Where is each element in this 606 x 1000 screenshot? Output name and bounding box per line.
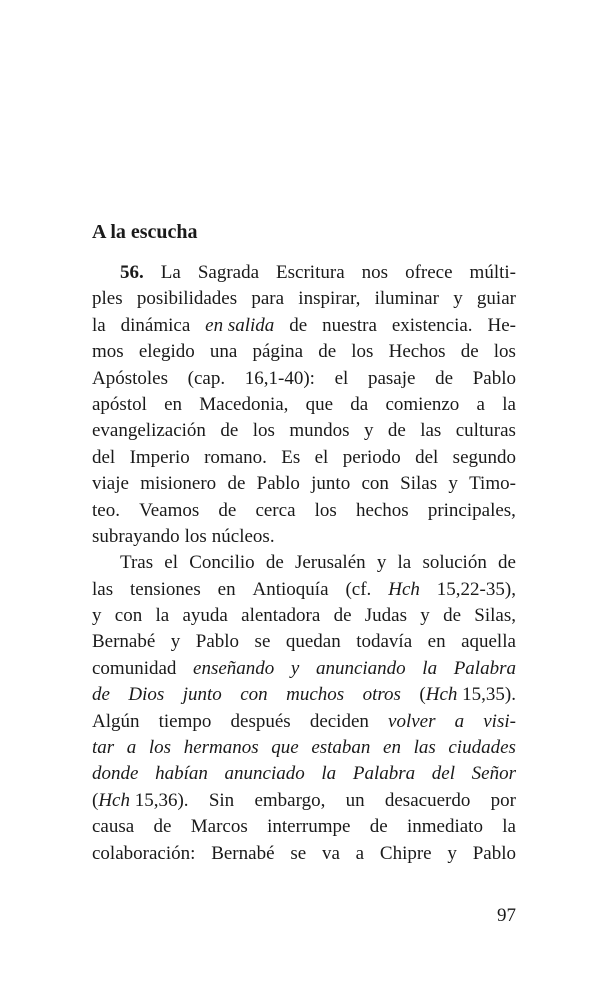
word: junto xyxy=(311,473,351,495)
word: de xyxy=(153,816,172,838)
word: la xyxy=(397,552,412,574)
word: Hch xyxy=(388,578,420,600)
word: y xyxy=(376,552,387,574)
word: habían xyxy=(155,763,208,785)
word: con xyxy=(114,605,143,627)
word: de xyxy=(220,420,239,442)
page-number: 97 xyxy=(497,905,516,926)
word: en xyxy=(164,393,183,415)
word: Pablo xyxy=(472,367,516,389)
text-line xyxy=(92,788,516,814)
word: Silas xyxy=(400,473,438,495)
word: que xyxy=(271,737,299,759)
word: las xyxy=(92,578,114,600)
word: mos xyxy=(92,341,124,363)
text-line xyxy=(92,603,516,629)
word: Algún xyxy=(92,710,140,732)
text-line xyxy=(92,418,516,444)
word: subrayando xyxy=(92,525,180,547)
word: la xyxy=(502,816,516,838)
word: los xyxy=(148,737,172,759)
text-line xyxy=(92,656,516,682)
word: página xyxy=(252,341,304,363)
word: Bernabé xyxy=(92,631,156,653)
word: después xyxy=(230,710,291,732)
word: los xyxy=(351,341,374,363)
word: (cap. xyxy=(187,367,226,389)
word: mundos xyxy=(289,420,350,442)
word: muchos xyxy=(286,684,345,706)
word: la xyxy=(502,393,516,415)
word: de xyxy=(92,684,110,706)
word: Bernabé xyxy=(211,842,275,864)
word: estaban xyxy=(311,737,371,759)
word: Es xyxy=(281,446,301,468)
word: la xyxy=(422,657,438,679)
word: Chipre xyxy=(379,842,432,864)
word: nos xyxy=(361,262,389,283)
word: segundo xyxy=(452,446,516,468)
word: Imperio xyxy=(129,446,190,468)
word: Silas, xyxy=(474,605,516,627)
text-line xyxy=(92,709,516,735)
word: de xyxy=(443,605,462,627)
word: en xyxy=(383,737,401,759)
word: el xyxy=(314,446,329,468)
word: se xyxy=(290,842,307,864)
word: del xyxy=(415,446,439,468)
word: y xyxy=(447,842,457,864)
word: ofrece xyxy=(405,262,453,283)
word: Judas xyxy=(364,605,408,627)
word: el xyxy=(334,367,349,389)
word: de xyxy=(318,341,337,363)
word: nuestra xyxy=(322,314,377,336)
word: anunciado xyxy=(224,763,305,785)
text-line xyxy=(92,841,516,867)
word: quedan xyxy=(285,631,341,653)
text-line xyxy=(92,577,516,603)
word: la xyxy=(321,763,337,785)
word: una xyxy=(209,341,238,363)
word: y xyxy=(420,605,430,627)
word: ayuda xyxy=(182,605,228,627)
word: que xyxy=(305,393,334,415)
word: Dios xyxy=(128,684,165,706)
section-heading: A la escucha xyxy=(92,221,198,243)
word: alentadora xyxy=(241,605,321,627)
word: donde xyxy=(92,763,139,785)
word: de xyxy=(498,552,516,574)
word: da xyxy=(350,393,369,415)
word: La xyxy=(160,262,181,283)
word: los xyxy=(314,499,337,521)
word: viaje xyxy=(92,473,129,495)
text-line xyxy=(92,498,516,524)
text-line xyxy=(92,392,516,418)
text-line xyxy=(92,550,516,576)
word: Timo- xyxy=(469,473,516,495)
word: se xyxy=(254,631,271,653)
word: ciudades xyxy=(448,737,516,759)
text-line xyxy=(92,313,516,339)
word: periodo xyxy=(342,446,401,468)
word: enseñando xyxy=(193,657,275,679)
word: Pablo xyxy=(195,631,240,653)
word: a xyxy=(355,842,365,864)
word: 15,22-35), xyxy=(436,578,516,600)
word: y xyxy=(453,288,463,310)
word: Escritura xyxy=(276,262,345,283)
word: con xyxy=(240,684,268,706)
text-line xyxy=(92,366,516,392)
word: romano. xyxy=(204,446,267,468)
word: causa xyxy=(92,816,135,838)
word: de xyxy=(369,816,388,838)
word: colaboración: xyxy=(92,842,196,864)
word: anunciando xyxy=(315,657,406,679)
word: tensiones xyxy=(130,578,201,600)
word: para xyxy=(251,288,285,310)
text-line xyxy=(92,339,516,365)
text-line xyxy=(92,761,516,787)
word: las xyxy=(420,420,442,442)
word: tiempo xyxy=(158,710,212,732)
word: de xyxy=(460,341,479,363)
word: posibilidades xyxy=(136,288,238,310)
word: inspirar, xyxy=(298,288,361,310)
word: en salida xyxy=(205,314,275,336)
word: Apóstoles xyxy=(92,367,168,389)
word: en xyxy=(427,631,446,653)
word: volver xyxy=(388,710,436,732)
word: de xyxy=(218,499,237,521)
word: la xyxy=(155,605,170,627)
text-line xyxy=(92,735,516,761)
word: y xyxy=(363,420,374,442)
word: por xyxy=(490,789,516,811)
word: con xyxy=(361,473,389,495)
word: un xyxy=(345,789,365,811)
text-line xyxy=(92,471,516,497)
word: Señor xyxy=(471,763,516,785)
word: Sagrada xyxy=(197,262,260,283)
word: a xyxy=(454,710,465,732)
word: de xyxy=(289,314,308,336)
word: núcleos. xyxy=(211,525,275,547)
word: culturas xyxy=(455,420,516,442)
word: Pablo xyxy=(256,473,300,495)
word: interrumpe xyxy=(267,816,351,838)
word: dinámica xyxy=(120,314,191,336)
word: cerca xyxy=(255,499,296,521)
word: ples xyxy=(92,288,123,310)
word: todavía xyxy=(356,631,413,653)
word: Palabra xyxy=(352,763,416,785)
word: comunidad xyxy=(92,657,177,679)
word: múlti- xyxy=(469,262,516,283)
word: (Hch 15,36). xyxy=(92,789,189,811)
word: misionero xyxy=(140,473,217,495)
word: Tras xyxy=(120,552,154,574)
word: otros xyxy=(362,684,401,706)
word: Antioquía xyxy=(252,578,329,600)
word: Jerusalén xyxy=(294,552,366,574)
word: el xyxy=(164,552,178,574)
text-line xyxy=(92,445,516,471)
word: y xyxy=(290,657,300,679)
word: visi- xyxy=(483,710,516,732)
word: de xyxy=(387,420,406,442)
word: de xyxy=(265,552,284,574)
word: aquella xyxy=(461,631,516,653)
word: guiar xyxy=(476,288,516,310)
word: de xyxy=(435,367,454,389)
word: los xyxy=(493,341,516,363)
word: Macedonia, xyxy=(199,393,289,415)
word: hechos xyxy=(355,499,409,521)
word: teo. xyxy=(92,499,120,521)
word: evangelización xyxy=(92,420,206,442)
word: la xyxy=(92,314,106,336)
word: 56. xyxy=(120,262,144,283)
word: elegido xyxy=(138,341,195,363)
word: en xyxy=(217,578,236,600)
text-line xyxy=(92,682,516,708)
word: Hechos xyxy=(388,341,446,363)
word: del xyxy=(92,446,116,468)
word: del xyxy=(431,763,455,785)
word: iluminar xyxy=(374,288,439,310)
text-line xyxy=(92,814,516,840)
word: solución xyxy=(422,552,487,574)
word: junto xyxy=(182,684,222,706)
word: y xyxy=(92,605,102,627)
word: principales, xyxy=(427,499,516,521)
word: Sin xyxy=(208,789,235,811)
word: los xyxy=(252,420,275,442)
word: (Hch 15,35). xyxy=(419,684,516,706)
word: Pablo xyxy=(472,842,516,864)
word: a xyxy=(476,393,485,415)
word: comienzo xyxy=(385,393,460,415)
word: y xyxy=(448,473,458,495)
body-text xyxy=(92,260,516,867)
word: Concilio xyxy=(189,552,255,574)
word: Veamos xyxy=(139,499,200,521)
word: embargo, xyxy=(254,789,326,811)
text-line xyxy=(92,260,516,286)
word: (cf. xyxy=(345,578,372,600)
word: He- xyxy=(487,314,516,336)
text-line xyxy=(92,524,516,550)
word: a xyxy=(126,737,137,759)
word: de xyxy=(333,605,352,627)
word: de xyxy=(227,473,246,495)
word: hermanos xyxy=(183,737,259,759)
word: apóstol xyxy=(92,393,147,415)
word: los xyxy=(184,525,207,547)
text-line xyxy=(92,629,516,655)
word: pasaje xyxy=(367,367,416,389)
word: tar xyxy=(92,737,115,759)
word: existencia. xyxy=(391,314,473,336)
word: y xyxy=(170,631,181,653)
word: desacuerdo xyxy=(384,789,471,811)
word: 16,1-40): xyxy=(244,367,315,389)
word: las xyxy=(413,737,436,759)
word: va xyxy=(321,842,340,864)
word: deciden xyxy=(309,710,369,732)
word: Marcos xyxy=(190,816,248,838)
word: inmediato xyxy=(406,816,483,838)
word: Palabra xyxy=(453,657,516,679)
text-line xyxy=(92,286,516,312)
